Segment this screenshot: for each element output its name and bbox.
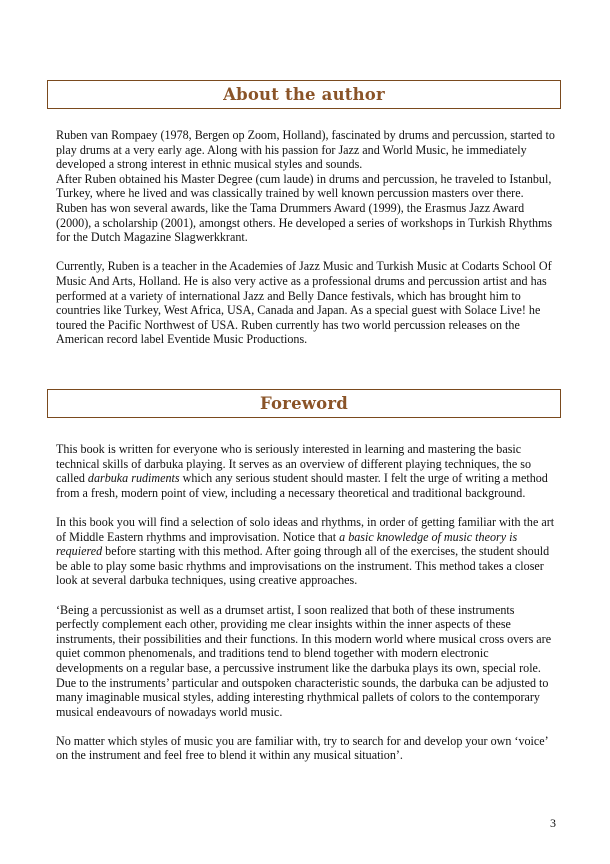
about-heading: About the author bbox=[223, 85, 385, 104]
foreword-paragraph-1 bbox=[56, 442, 556, 500]
foreword-section bbox=[56, 442, 556, 763]
about-paragraph-3: Ruben has won several awards, like the Tama Drummers Award (1999), the Erasmus Jazz Award (2000), a scholarship (2001), amongst others. He developed a series of workshops in Turkish Rhythms for the Dutch Magazine Slagwerkkrant. bbox=[56, 200, 553, 245]
about-heading-box bbox=[47, 80, 561, 109]
foreword-heading: Foreword bbox=[259, 394, 349, 413]
foreword-paragraph-4: No matter which styles of music you are familiar with, try to search for and develop your own ‘voice’ on the instrument and feel free to blend it within any musical situation’. bbox=[56, 733, 548, 763]
about-paragraph-1: Ruben van Rompaey (1978, Bergen op Zoom, Holland), fascinated by drums and percussion, started to play drums at a very early age. Along with his passion for Jazz and World Music, he immediately developed a strong interest in ethnic musical styles and sounds. bbox=[56, 128, 555, 172]
foreword-p1-emphasis: darbuka rudiments bbox=[87, 471, 180, 486]
foreword-p1-text-b: which any serious student should master. I felt the urge of writing a method from a fresh, modern point of view, including a necessary theoretical and traditional background. bbox=[56, 471, 548, 500]
foreword-p2-text-b: before starting with this method. After going through all of the exercises, the student should be able to play some basic rhythms and improvisations on the instrument. This method takes a closer look at several darbuka techniques, using creative approaches. bbox=[56, 544, 550, 588]
foreword-p2-text-a: In this book you will find a selection of solo ideas and rhythms, in order of getting familiar with the art of Middle Eastern rhythms and improvisation. Notice that bbox=[56, 514, 555, 544]
foreword-paragraph-3: ‘Being a percussionist as well as a drumset artist, I soon realized that both of these instruments perfectly complement each other, providing me clear insights within the inner aspects of these instruments, their possibilities and their functions. In this modern world where musical cross overs are quiet common phenomenals, and traditions tend to blend together with modern electronic developments on a regular base, a percussive instrument like the darbuka plays its own, special role. Due to the instruments’ particular and outspoken characteristic sounds, the darbuka can be adjusted to many imaginable musical styles, adding interesting rhythmical pallets of colors to the contemporary musical endeavours of nowadays world music. bbox=[56, 602, 552, 719]
foreword-p2-emphasis: a basic knowledge of music theory is requiered bbox=[56, 529, 518, 559]
page-number: 3 bbox=[550, 816, 556, 830]
about-paragraph-4: Currently, Ruben is a teacher in the Academies of Jazz Music and Turkish Music at Codarts School Of Music And Arts, Holland. He is also very active as a professional drums and percussion artist and has performed at a variety of international Jazz and Belly Dance festivals, which has brought him to countries like Turkey, West Africa, USA, Canada and Japan. As a special guest with Solace Live! he toured the Pacific Northwest of USA. Ruben currently has two world percussion releases on the American record label Eventide Music Productions. bbox=[56, 259, 552, 347]
foreword-p1-text-a: This book is written for everyone who is seriously interested in learning and mastering the basic technical skills of darbuka playing. It serves as an overview of different playing techniques, the so called bbox=[56, 442, 531, 486]
about-paragraph-2: After Ruben obtained his Master Degree (cum laude) in drums and percussion, he traveled to Istanbul, Turkey, where he lived and was classically trained by well known percussion masters over there. bbox=[56, 171, 552, 201]
foreword-heading-box bbox=[47, 389, 561, 418]
foreword-paragraph-2 bbox=[56, 515, 556, 588]
about-section bbox=[56, 128, 556, 347]
